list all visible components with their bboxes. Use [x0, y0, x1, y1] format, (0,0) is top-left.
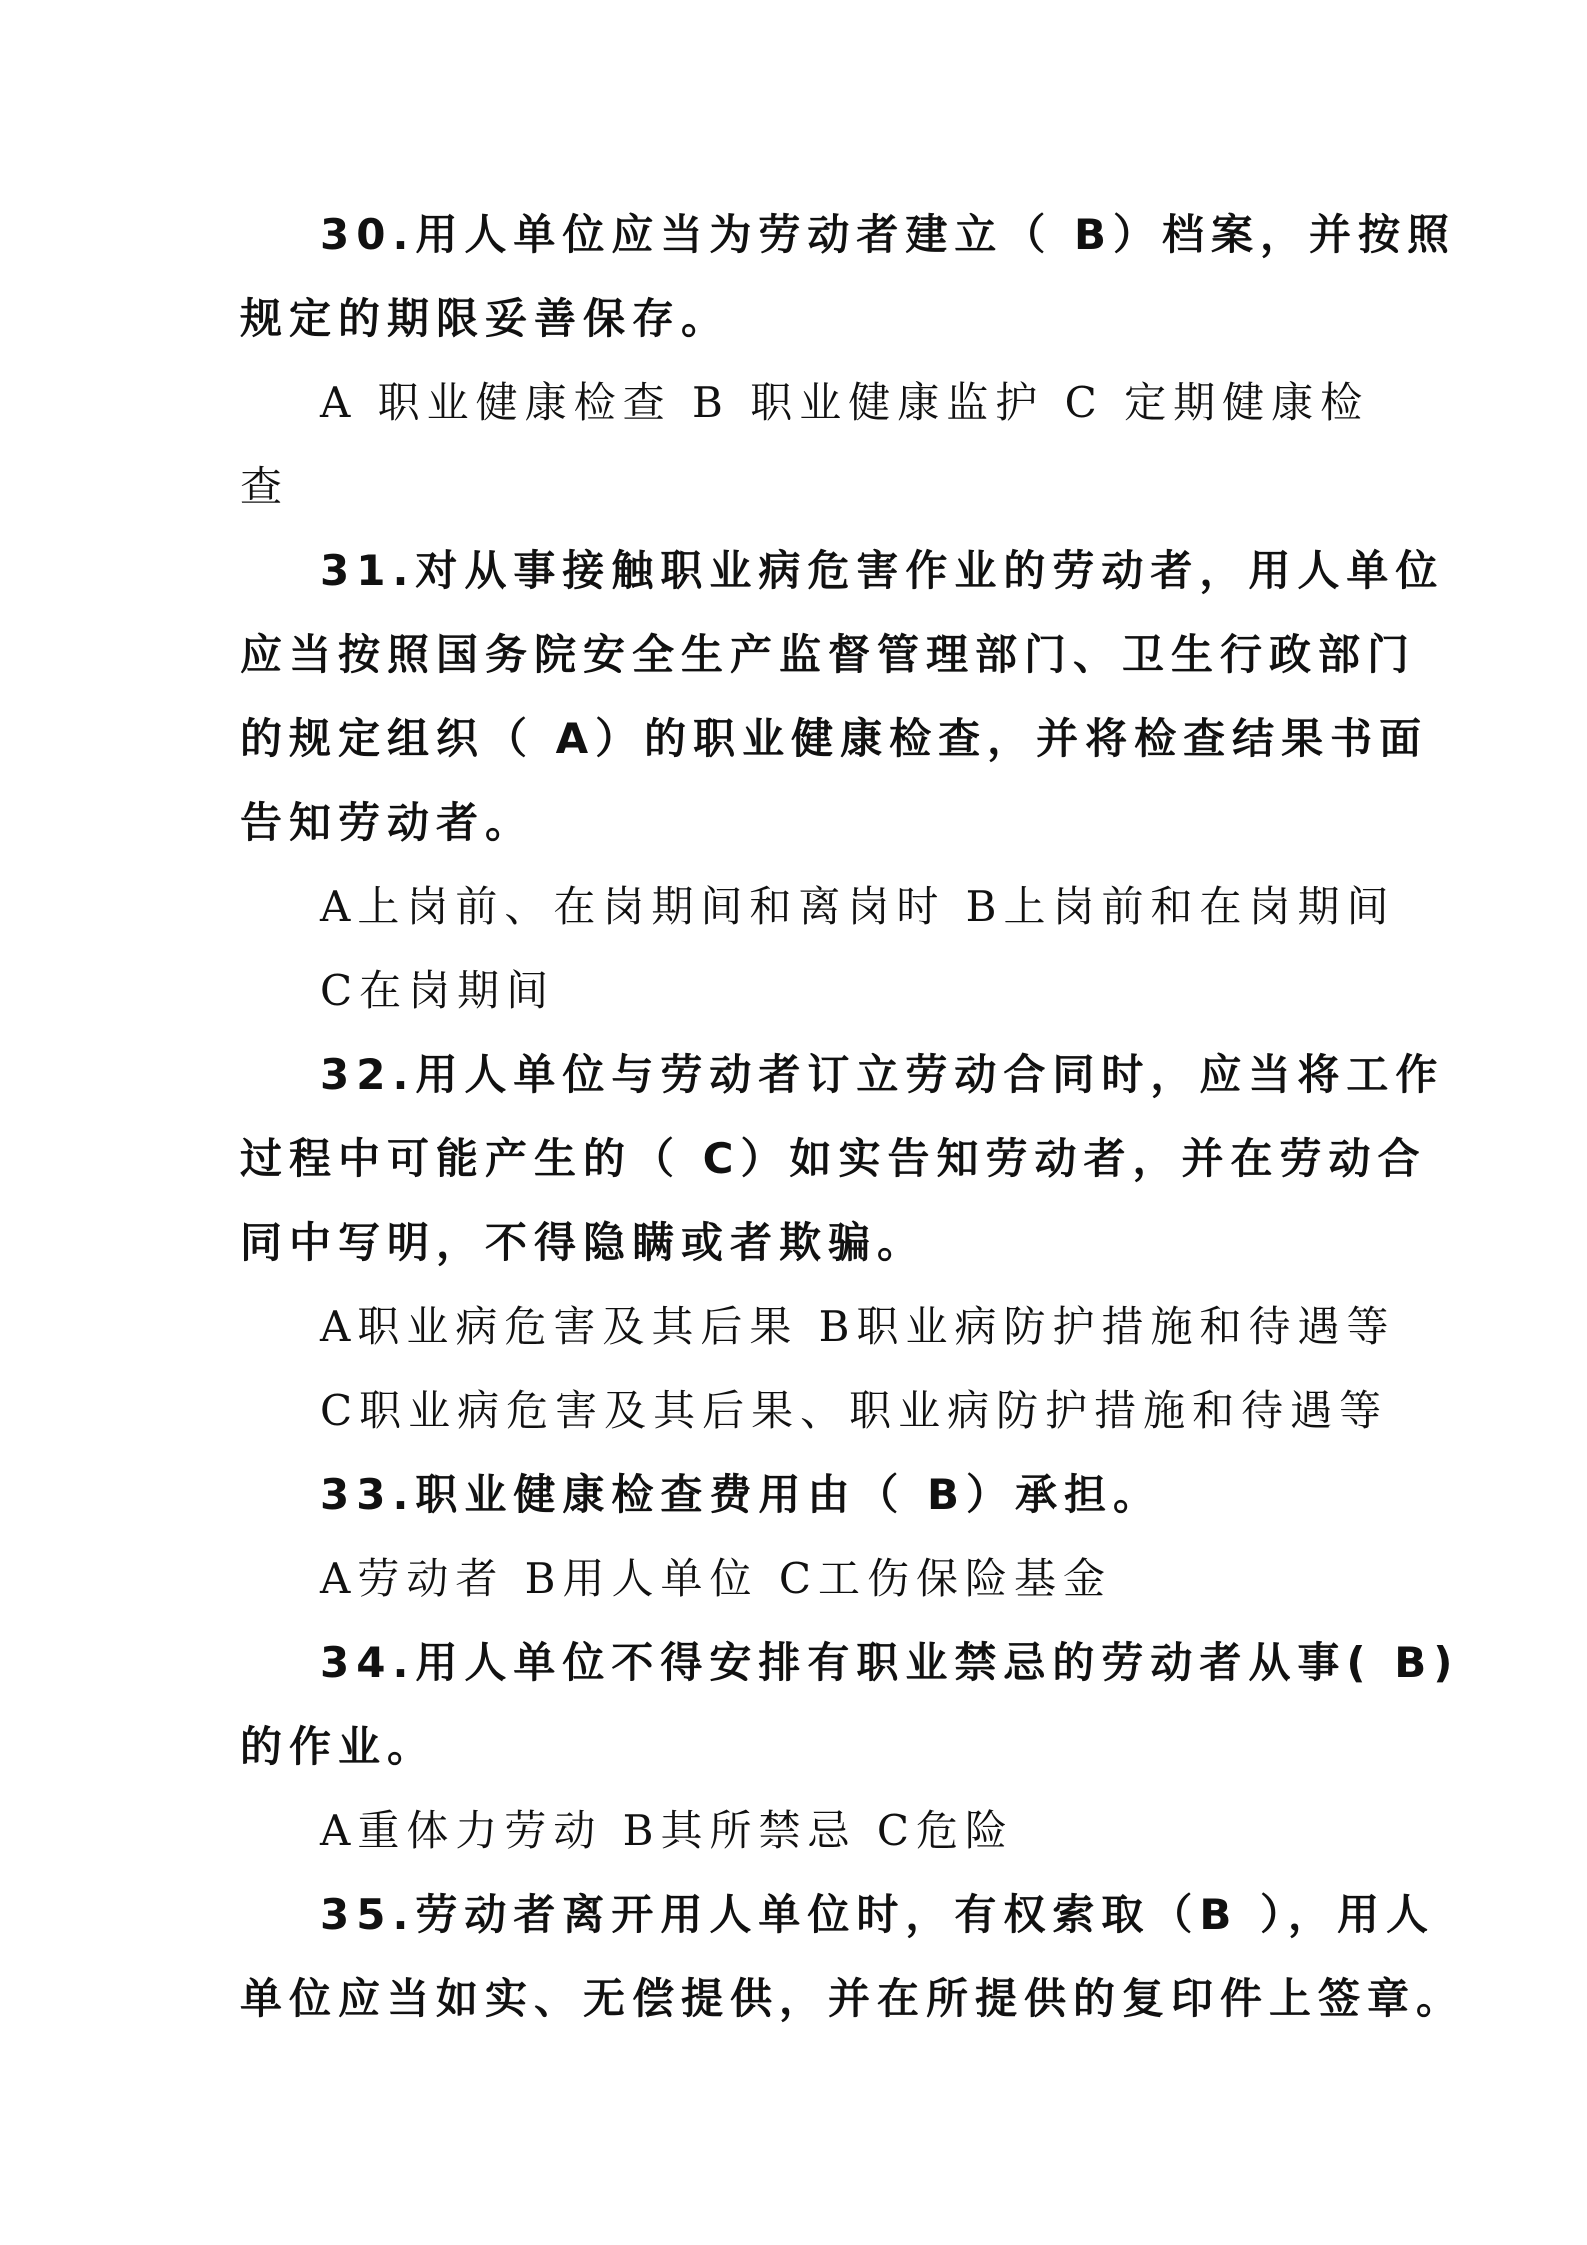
question-30-line-2: 规定的期限妥善保存。: [240, 294, 731, 343]
question-32-options-line-2: C职业病危害及其后果、职业病防护措施和待遇等: [320, 1386, 1389, 1435]
question-31-line-3: 的规定组织（ A）的职业健康检查，并将检查结果书面: [240, 714, 1429, 763]
question-34-options-line-1: A重体力劳动 B其所禁忌 C危险: [320, 1806, 1015, 1855]
question-33-line-1: 33.职业健康检查费用由（ B）承担。: [320, 1470, 1163, 1519]
question-32-line-1: 32.用人单位与劳动者订立劳动合同时，应当将工作: [320, 1050, 1445, 1099]
question-31-options-line-1: A上岗前、在岗期间和离岗时 B上岗前和在岗期间: [320, 882, 1396, 931]
question-33-options-line-1: A劳动者 B用人单位 C工伤保险基金: [320, 1554, 1113, 1603]
question-30-line-1: 30.用人单位应当为劳动者建立（ B）档案，并按照: [320, 210, 1457, 259]
question-34-line-1: 34.用人单位不得安排有职业禁忌的劳动者从事( B): [320, 1638, 1460, 1687]
question-32-line-2: 过程中可能产生的（ C）如实告知劳动者，并在劳动合: [240, 1134, 1427, 1183]
question-31-line-4: 告知劳动者。: [240, 798, 535, 847]
question-31-options-line-2: C在岗期间: [320, 966, 556, 1015]
question-31-line-2: 应当按照国务院安全生产监督管理部门、卫生行政部门: [240, 630, 1417, 679]
question-32-options-line-1: A职业病危害及其后果 B职业病防护措施和待遇等: [320, 1302, 1396, 1351]
question-34-line-2: 的作业。: [240, 1722, 437, 1771]
question-30-options-line-1: A 职业健康检查 B 职业健康监护 C 定期健康检: [320, 378, 1370, 427]
question-35-line-2: 单位应当如实、无偿提供，并在所提供的复印件上签章。: [240, 1974, 1466, 2023]
question-35-line-1: 35.劳动者离开用人单位时，有权索取（B ），用人: [320, 1890, 1436, 1939]
question-31-line-1: 31.对从事接触职业病危害作业的劳动者，用人单位: [320, 546, 1445, 595]
question-32-line-3: 同中写明，不得隐瞒或者欺骗。: [240, 1218, 927, 1267]
question-30-options-line-2: 查: [240, 462, 290, 511]
